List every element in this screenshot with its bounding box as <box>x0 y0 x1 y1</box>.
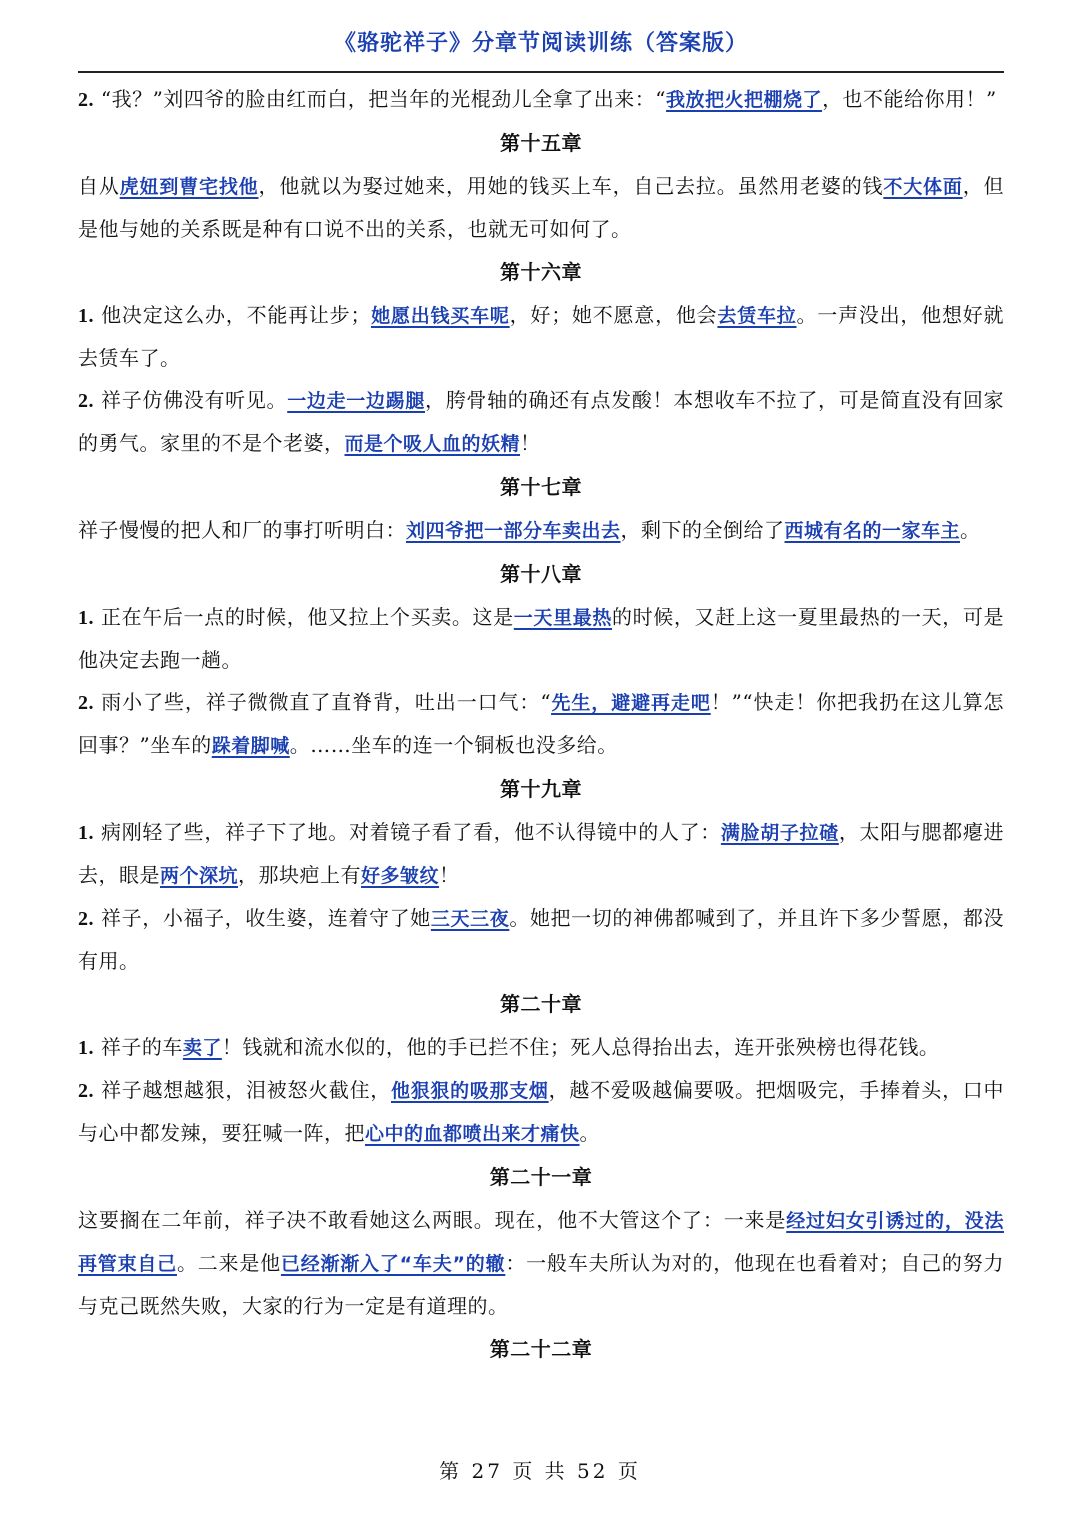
exercise-paragraph <box>78 811 1004 897</box>
chapter-heading: 第十七章 <box>500 475 582 499</box>
answer-highlight: 两个深坑 <box>160 865 239 887</box>
paragraph-text: 祥子仿佛没有听见。 <box>101 388 288 412</box>
paragraph-text: ，但是他与她的关系既是种有口说不出的关系，也就无可如何了。 <box>78 174 1005 241</box>
answer-highlight: 满脸胡子拉碴 <box>720 822 839 844</box>
question-number: 1. <box>78 1037 94 1059</box>
exercise-paragraph <box>78 509 1004 552</box>
question-number: 2. <box>78 692 94 714</box>
chapter-heading: 第十六章 <box>500 260 582 284</box>
answer-highlight: 他狠狠的吸那支烟 <box>390 1080 549 1102</box>
paragraph-text: ，他就以为娶过她来，用她的钱买上车，自己去拉。虽然用老婆的钱 <box>258 174 884 198</box>
answer-highlight: 经过妇女引诱过的，没法再管束自己 <box>78 1210 1004 1275</box>
answer-highlight: 跺着脚喊 <box>211 735 290 757</box>
question-number: 1. <box>78 822 94 844</box>
paragraph-text: 自从 <box>78 174 120 198</box>
answer-highlight: 心中的血都喷出来才痛快 <box>365 1123 580 1145</box>
answer-highlight: 她愿出钱买车呢 <box>370 305 510 327</box>
answer-highlight: 一天里最热 <box>513 607 612 629</box>
chapter-heading: 第二十章 <box>500 992 582 1016</box>
exercise-paragraph <box>78 294 1004 379</box>
answer-highlight: 刘四爷把一部分车卖出去 <box>406 520 621 542</box>
paragraph-text: ，太阳与腮都瘪进去，眼是 <box>78 820 1005 887</box>
paragraph-text: 的时候，又赶上这一夏里最热的一天，可是他决定去跑一趟。 <box>78 605 1005 672</box>
paragraph-text: ！钱就和流水似的，他的手已拦不住；死人总得抬出去，连开张殃榜也得花钱。 <box>221 1035 940 1059</box>
paragraph-text: 祥子慢慢的把人和厂的事打听明白： <box>78 518 406 542</box>
exercise-paragraph <box>78 1026 1004 1069</box>
question-number: 2. <box>78 1080 94 1102</box>
answer-highlight: 西城有名的一家车主 <box>784 520 961 542</box>
answer-highlight: 不大体面 <box>883 176 963 198</box>
paragraph-text: 。二来是他 <box>176 1251 281 1275</box>
paragraph-text: 。 <box>960 518 981 542</box>
paragraph-text: 。她把一切的神佛都喊到了，并且许下多少誓愿，都没有用。 <box>78 906 1005 973</box>
answer-highlight: 而是个吸人血的妖精 <box>344 433 521 455</box>
paragraph-text: 。……坐车的连一个铜板也没多给。 <box>289 733 618 757</box>
document-header-title: 《骆驼祥子》分章节阅读训练（答案版） <box>333 30 748 56</box>
paragraph-text: 他决定这么办，不能再让步； <box>101 303 371 327</box>
paragraph-text: 祥子越想越狠，泪被怒火截住， <box>101 1078 391 1102</box>
paragraph-text: “我？”刘四爷的脸由红而白，把当年的光棍劲儿全拿了出来：“ <box>100 87 667 111</box>
paragraph-text: ，越不爱吸越偏要吸。把烟吸完，手捧着头，口中与心中都发辣，要狂喊一阵，把 <box>78 1078 1005 1145</box>
paragraph-text: ！ <box>439 863 460 887</box>
paragraph-text: 。一声没出，他想好就去赁车了。 <box>78 303 1005 370</box>
paragraph-text: 祥子，小福子，收生婆，连着守了她 <box>100 906 431 930</box>
paragraph-text: ，那块疤上有 <box>238 863 362 887</box>
paragraph-text: 雨小了些，祥子微微直了直脊背，吐出一口气：“ <box>101 690 552 714</box>
exercise-paragraph <box>78 78 1004 121</box>
answer-highlight: 去赁车拉 <box>717 305 797 327</box>
answer-highlight: 三天三夜 <box>430 908 510 930</box>
paragraph-text: ：一般车夫所认为对的，他现在也看着对；自己的努力与克己既然失败，大家的行为一定是有道理的。 <box>78 1251 1005 1318</box>
paragraph-text: 正在午后一点的时候，他又拉上个买卖。这是 <box>101 605 514 629</box>
question-number: 1. <box>78 607 94 629</box>
answer-highlight: 一边走一边踢腿 <box>287 390 426 412</box>
paragraph-text: ！ <box>520 431 541 455</box>
answer-highlight: 虎妞到曹宅找他 <box>119 176 259 198</box>
answer-highlight: 好多皱纹 <box>361 865 440 887</box>
paragraph-text: ，剩下的全倒给了 <box>620 518 785 542</box>
chapter-heading: 第十五章 <box>500 131 582 155</box>
exercise-paragraph <box>78 1069 1004 1155</box>
paragraph-text: ，也不能给你用！” <box>822 87 997 111</box>
exercise-paragraph <box>78 165 1004 250</box>
page-number-footer: 第 27 页 共 52 页 <box>439 1459 641 1483</box>
chapter-heading: 第十九章 <box>500 777 582 801</box>
paragraph-text: ，胯骨轴的确还有点发酸！本想收车不拉了，可是简直没有回家的勇气。家里的不是个老婆， <box>78 388 1005 455</box>
chapter-heading: 第十八章 <box>500 562 582 586</box>
paragraph-text: 这要搁在二年前，祥子决不敢看她这么两眼。现在，他不大管这个了：一来是 <box>78 1208 787 1232</box>
chapter-heading: 第二十二章 <box>489 1337 593 1361</box>
question-number: 1. <box>78 305 94 327</box>
paragraph-text: 病刚轻了些，祥子下了地。对着镜子看了看，他不认得镜中的人了： <box>101 820 721 844</box>
answer-highlight: 我放把火把棚烧了 <box>666 89 823 111</box>
answer-highlight: 卖了 <box>182 1037 222 1059</box>
answer-highlight: 先生，避避再走吧 <box>551 692 711 714</box>
exercise-paragraph <box>78 1199 1004 1327</box>
exercise-paragraph <box>78 681 1004 767</box>
header-divider <box>78 71 1004 73</box>
paragraph-text: ，好；她不愿意，他会 <box>509 303 718 327</box>
exercise-paragraph <box>78 379 1004 465</box>
question-number: 2. <box>78 89 94 111</box>
paragraph-text: 。 <box>579 1121 601 1145</box>
document-body <box>78 78 1004 1371</box>
answer-highlight: 已经渐渐入了“车夫”的辙 <box>280 1253 506 1275</box>
paragraph-text: 祥子的车 <box>100 1035 183 1059</box>
exercise-paragraph <box>78 596 1004 681</box>
paragraph-text: ！”“快走！你把我扔在这儿算怎回事？”坐车的 <box>78 690 1004 757</box>
question-number: 2. <box>78 390 94 412</box>
question-number: 2. <box>78 908 94 930</box>
chapter-heading: 第二十一章 <box>489 1165 593 1189</box>
exercise-paragraph <box>78 897 1004 982</box>
